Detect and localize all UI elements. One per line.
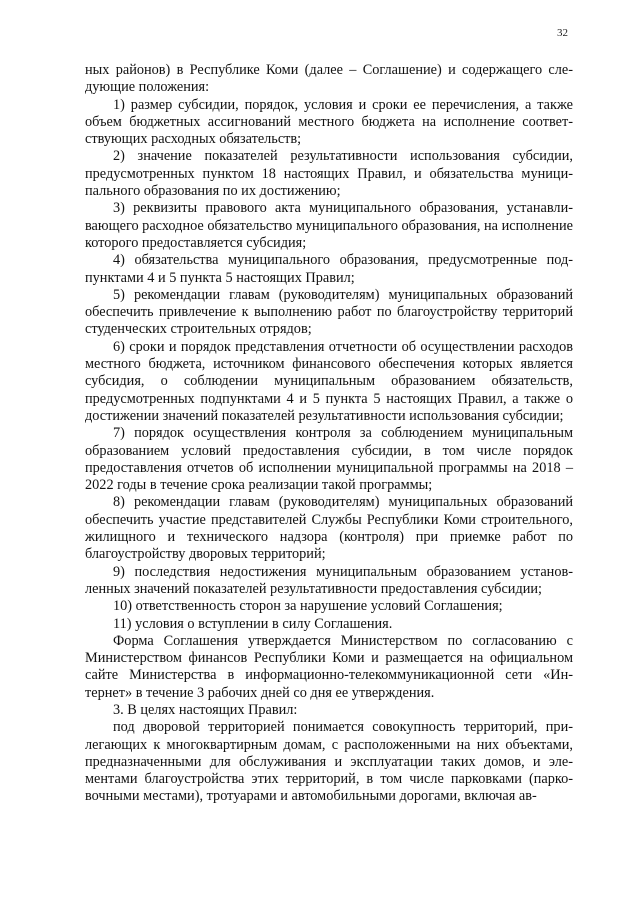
paragraph: 1) размер субсидии, порядок, условия и сроки ее перечисления, а также объем бюджетных ассигнований местного бюджета на исполнение соответствующих расходных обязательств; — [85, 96, 573, 148]
paragraph: 11) условия о вступлении в силу Соглашения. — [113, 615, 393, 632]
paragraph: под дворовой территорией понимается совокупность территорий, прилегающих к многоквартирным домам, с расположенными на них объектами, предназначенными для обслуживания и эксплуатации таких домов, и элементами благоустройства этих территорий, в том числе парковками (парковочными местами), тротуарами и автомобильными дорогами, включая ав- — [85, 719, 573, 805]
paragraph: 10) ответственность сторон за нарушение условий Соглашения; — [113, 598, 503, 615]
paragraph: 9) последствия недостижения муниципальным образованием установленных значений показателей результативности предоставления субсидии; — [85, 563, 573, 597]
paragraph: 8) рекомендации главам (руководителям) муниципальных образований обеспечить участие представителей Службы Республики Коми строительного, жилищного и технического надзора (контроля) при приемке работ по благоустройству дворовых территорий; — [85, 494, 573, 563]
paragraph: 3) реквизиты правового акта муниципального образования, устанавливающего расходное обязательство муниципального образования, на исполнение которого предоставляется субсидия; — [85, 200, 573, 251]
paragraph: 3. В целях настоящих Правил: — [113, 701, 298, 718]
paragraph: 7) порядок осуществления контроля за соблюдением муниципальным образованием условий предоставления субсидии, в том числе порядок предоставления отчетов об исполнении муниципальной программы на 2018 – 2022 годы в течение срока реализации такой программы; — [85, 425, 573, 494]
document-body — [85, 62, 573, 806]
paragraph: 2) значение показателей результативности использования субсидии, предусмотренных пунктом 18 настоящих Правил, и обязательства муниципального образования по их достижению; — [85, 148, 573, 200]
paragraph: 6) сроки и порядок представления отчетности об осуществлении расходов местного бюджета, источником финансового обеспечения которых является субсидия, о соблюдении муниципальным образованием обязательств, предусмотренных подпунктами 4 и 5 пункта 5 настоящих Правил, а также о достижении значений показателей результативности использования субсидии; — [85, 338, 573, 424]
paragraph: ных районов) в Республике Коми (далее – Соглашение) и содержащего следующие положения: — [85, 62, 573, 96]
paragraph: Форма Соглашения утверждается Министерством по согласованию с Министерством финансов Республики Коми и размещается на официальном сайте Министерства в информационно-телекоммуникационной сети «Интернет» в течение 3 рабочих дней со дня ее утверждения. — [85, 632, 573, 701]
paragraph: 5) рекомендации главам (руководителям) муниципальных образований обеспечить привлечение к выполнению работ по благоустройству территорий студенческих строительных отрядов; — [85, 286, 573, 338]
page-number: 32 — [557, 27, 568, 39]
paragraph: 4) обязательства муниципального образования, предусмотренные подпунктами 4 и 5 пункта 5 настоящих Правил; — [85, 252, 573, 286]
